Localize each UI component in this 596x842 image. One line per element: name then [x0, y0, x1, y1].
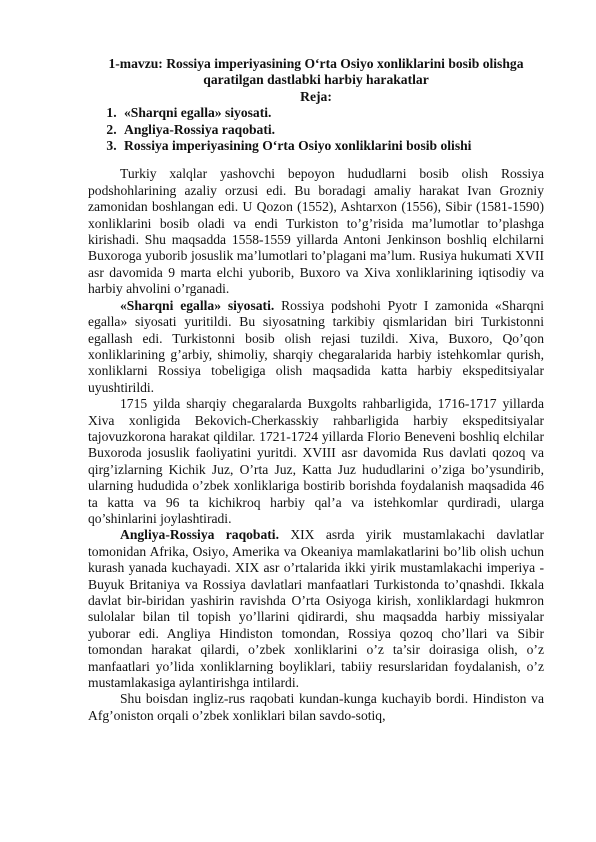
paragraph-text: XIX asrda yirik mustamlakachi davlatlar tomonidan Afrika, Osiyo, Amerika va Okeaniya mamlakatlarini bo’lib olish uchun kurash yanada kuchayadi. XIX asr o’rtalarida ikki yirik mustamlakachi imperiya - Buyuk Britaniya va Rossiya davlatlari manfaatlari Turkistonda to’qnashdi. Ikkala davlat bir-biridan yashirin ravishda O’rta Osiyoga kirish, xonliklardagi hukmron sulolalar bilan til topish yo’llarini qidirardi, shu maqsadda harbiy missiyalar yuborar edi. Angliya Hindiston tomondan, Rossiya qozoq cho’llari va Sibir tomondan harakat qilardi, o’zbek xonliklarini o’z ta’sir doirasiga olish, o’z manfaatlari yo’lida xonliklarning boyliklari, tabiiy resurslaridan foydalanish, o’z mustamlakasiga aylantirishga intilardi.	[88, 527, 545, 691]
plan-list	[88, 105, 544, 154]
plan-heading: Reja:	[300, 88, 332, 104]
paragraph-lead: Angliya-Rossiya raqobati.	[120, 527, 279, 543]
page-title: 1-mavzu: Rossiya imperiyasining O‘rta Osiyo xonliklarini bosib olishga qaratilgan dastlabki harbiy harakatlar	[108, 56, 524, 88]
plan-item: 2. Angliya-Rossiya raqobati.	[120, 122, 544, 138]
paragraph	[88, 166, 544, 297]
spacer	[88, 154, 544, 166]
paragraph	[88, 396, 544, 527]
paragraph-text: 1715 yilda sharqiy chegaralarda Buxgolts rahbarligida, 1716-1717 yillarda Xiva xonligida Bekovich-Cherkasskiy rahbarligida harbiy ekspeditsiyalar tajovuzkorona harakat qildilar. 1721-1724 yillarda Florio Beneveni boshliq elchilar Buxoroda josuslik faoliyatini yuritdi. XVIII asr davomida Rus davlati qozoq va qirg’izlarning Kichik Juz, O’rta Juz, Katta Juz hududlarini o’ziga bo’ysundirib, ularning hududida o’zbek xonliklariga bostirib borishda foydalanish maqsadida 46 ta katta va 96 ta kichikroq harbiy qal’a va istehkomlar qurdiradi, ularga qo’shinlarini joylashtiradi.	[88, 396, 544, 526]
paragraph-text: Rossiya podshohi Pyotr I zamonida «Sharqni egalla» siyosati yuritildi. Bu siyosatning tarkibiy qismlaridan biri Turkistonni egallash edi. Turkistonni bosib olish rejasi tuzildi. Xiva, Buxoro, Qo’qon xonliklarining g’arbiy, shimoliy, sharqiy chegaralarida harbiy istehkomlar qurish, xonliklarni Rossiya tobeligiga olish maqsadida katta harbiy ekspeditsiyalar uyushtirildi.	[88, 297, 544, 395]
paragraph-text: Shu boisdan ingliz-rus raqobati kundan-kunga kuchayib bordi. Hindiston va Afg’oniston orqali o’zbek xonliklari bilan savdo-sotiq,	[88, 691, 544, 723]
paragraph	[88, 691, 544, 724]
paragraph	[88, 298, 544, 396]
plan-item: 1. «Sharqni egalla» siyosati.	[120, 105, 544, 121]
paragraph-text: Turkiy xalqlar yashovchi bepoyon hududlarni bosib olish Rossiya podshohlarining azaliy orzusi edi. Bu boradagi amaliy harakat Ivan Grozniy zamonidan boshlangan edi. U Qozon (1552), Ashtarxon (1556), Sibir (1581-1590) xonliklarini bosib oladi va endi Turkiston to’g’risida ma’lumotlar to’plashga kirishadi. Shu maqsadda 1558-1559 yillarda Antoni Jenkinson boshliq elchilarni Buxoroga yuborib josuslik ma’lumotlari to’plagani ma’lum. Rusiya hukumati XVII asr davomida 9 marta elchi yuborib, Buxoro va Xiva xonliklarining iqtisodiy va harbiy ahvolini o’rganadi.	[88, 166, 544, 297]
plan-item: 3. Rossiya imperiyasining O‘rta Osiyo xonliklarini bosib olishi	[120, 138, 544, 154]
document-page	[88, 56, 544, 724]
paragraph	[88, 527, 544, 691]
paragraph-lead: «Sharqni egalla» siyosati.	[120, 297, 275, 313]
